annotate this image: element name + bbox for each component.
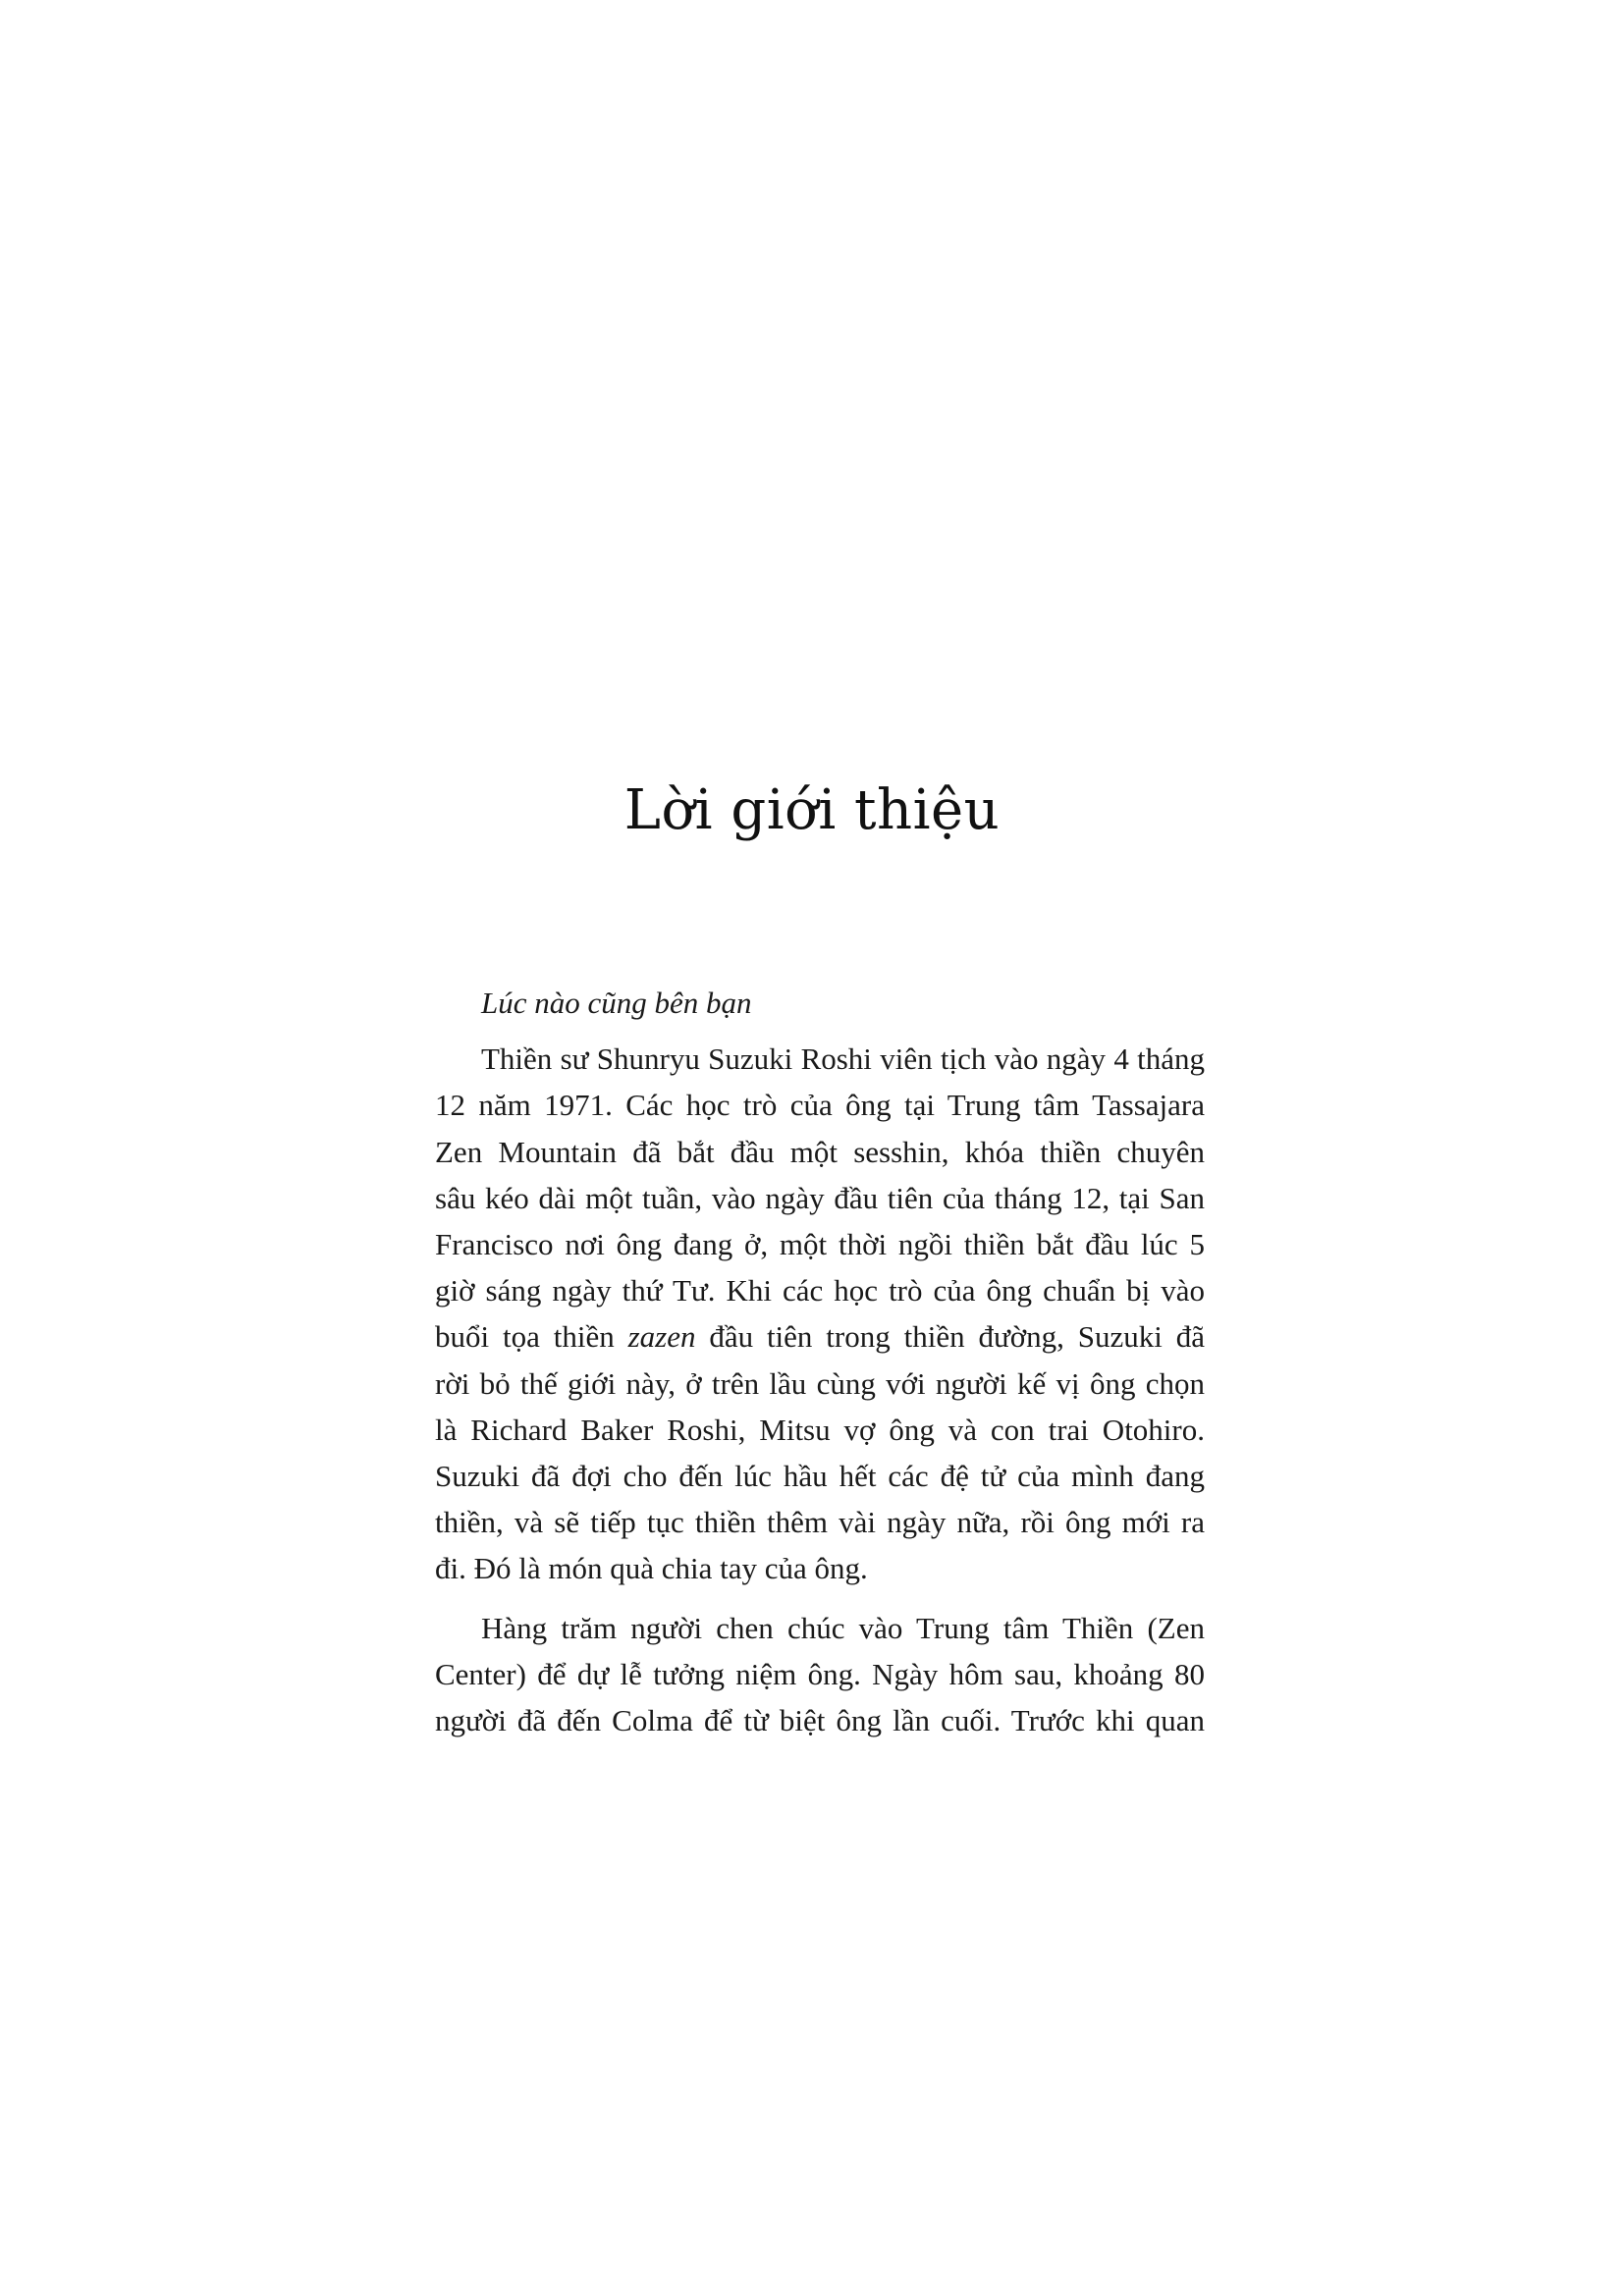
text-line: rời bỏ thế giới này, ở trên lầu cùng với người kế vị ông chọn [435,1365,1205,1401]
text-line: giờ sáng ngày thứ Tư. Khi các học trò của ông chuẩn bị vào [435,1273,1205,1308]
paragraph-1 [435,1036,1205,1591]
text-line: 12 năm 1971. Các học trò của ông tại Trung tâm Tassajara [435,1088,1205,1123]
text-line: Suzuki đã đợi cho đến lúc hầu hết các đệ tử của mình đang [435,1459,1205,1494]
text-line: đi. Đó là món quà chia tay của ông. [435,1551,868,1586]
paragraph-2 [435,1605,1205,1744]
text-line: là Richard Baker Roshi, Mitsu vợ ông và con trai Otohiro. [435,1412,1205,1447]
text-line: sâu kéo dài một tuần, vào ngày đầu tiên của tháng 12, tại San [435,1180,1205,1215]
chapter-subtitle: Lúc nào cũng bên bạn [481,986,752,1020]
text-line: Center) để dự lễ tưởng niệm ông. Ngày hôm sau, khoảng 80 [435,1656,1205,1691]
text-line: Zen Mountain đã bắt đầu một sesshin, khóa thiền chuyên [435,1134,1205,1169]
text-line: thiền, và sẽ tiếp tục thiền thêm vài ngày nữa, rồi ông mới ra [435,1505,1205,1540]
text-line: người đã đến Colma để từ biệt ông lần cuối. Trước khi quan [435,1703,1205,1738]
text-line: Thiền sư Shunryu Suzuki Roshi viên tịch vào ngày 4 tháng [481,1041,1205,1077]
text-line: Francisco nơi ông đang ở, một thời ngồi thiền bắt đầu lúc 5 [435,1227,1205,1262]
text-segment: đầu tiên trong thiền đường, Suzuki đã [695,1319,1205,1355]
text-segment: buổi tọa thiền [435,1319,628,1355]
text-line: Hàng trăm người chen chúc vào Trung tâm Thiền (Zen [481,1610,1205,1645]
body-text [435,980,1205,1756]
emphasized-term: zazen [627,1319,696,1355]
text-line-with-emphasis [435,1313,1205,1360]
chapter-title: Lời giới thiệu [623,778,1001,842]
